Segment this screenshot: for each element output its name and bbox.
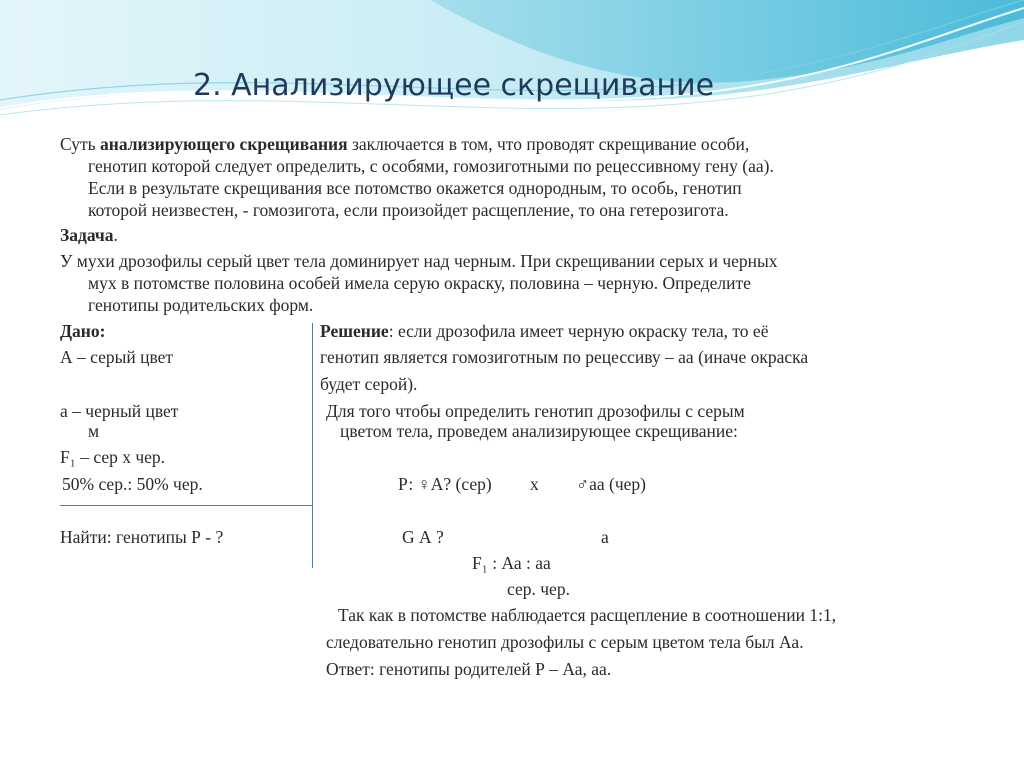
- given-line-2: а – черный цвет: [60, 401, 179, 421]
- intro-line-3: Если в результате скрещивания все потомство окажется однородным, то особь, генотип: [88, 178, 742, 198]
- solution-line-2: генотип является гомозиготным по рецессиву – аа (иначе окраска: [320, 347, 809, 367]
- gametes: G А ?: [402, 527, 444, 547]
- task-line-3: генотипы родительских форм.: [88, 295, 314, 315]
- intro-term: анализирующего скрещивания: [100, 134, 348, 154]
- given-label: Дано:: [60, 321, 106, 341]
- find-line: Найти: генотипы Р - ?: [60, 527, 224, 547]
- task-dot: .: [113, 225, 118, 245]
- conclusion-line-1: Так как в потомстве наблюдается расщепление в соотношении 1:1,: [338, 605, 837, 625]
- given-line-1: А – серый цвет: [60, 347, 174, 367]
- task-line-1: У мухи дрозофилы серый цвет тела доминирует над черным. При скрещивании серых и черных: [60, 251, 778, 271]
- solution-line-3: будет серой).: [320, 374, 418, 394]
- cross-male: ♂аа (чер): [576, 474, 647, 494]
- given-line-2b: м: [88, 421, 100, 441]
- task-label: Задача: [60, 225, 114, 245]
- gamete-a: а: [601, 527, 609, 547]
- f1-genotypes: F₁ : Аа : аа: [472, 553, 551, 573]
- solution-text: : если дрозофила имеет черную окраску тела, то её: [388, 321, 769, 341]
- conclusion-line-2: следовательно генотип дрозофилы с серым цветом тела был Аа.: [326, 632, 804, 652]
- task-line-2: мух в потомстве половина особей имела серую окраску, половина – черную. Определите: [88, 273, 751, 293]
- cross-x: х: [530, 474, 539, 494]
- given-line-3: F₁ – сер х чер.: [60, 447, 166, 467]
- intro-line-4: которой неизвестен, - гомозигота, если произойдет расщепление, то она гетерозигота.: [88, 200, 729, 220]
- horizontal-divider: [60, 505, 312, 506]
- solution-line-1: [320, 320, 768, 342]
- slide-title: 2. Анализирующее скрещивание: [193, 68, 715, 103]
- task-heading: [60, 224, 118, 246]
- intro-line-2: генотип которой следует определить, с особями, гомозиготными по рецессивному гену (аа).: [88, 156, 774, 176]
- given-line-4: 50% сер.: 50% чер.: [62, 474, 203, 494]
- intro-prefix: Суть: [60, 134, 100, 154]
- cross-female: Р: ♀А? (сер): [398, 474, 492, 494]
- solution-line-5: цветом тела, проведем анализирующее скрещивание:: [340, 421, 738, 441]
- intro-rest: заключается в том, что проводят скрещивание особи,: [347, 134, 750, 154]
- solution-label: Решение: [320, 321, 389, 341]
- answer-line: Ответ: генотипы родителей Р – Аа, аа.: [326, 659, 612, 679]
- intro-line-1: [60, 133, 749, 155]
- solution-line-4: Для того чтобы определить генотип дрозофилы с серым: [326, 401, 745, 421]
- vertical-divider: [312, 323, 313, 568]
- f1-phenotypes: сер. чер.: [507, 579, 570, 599]
